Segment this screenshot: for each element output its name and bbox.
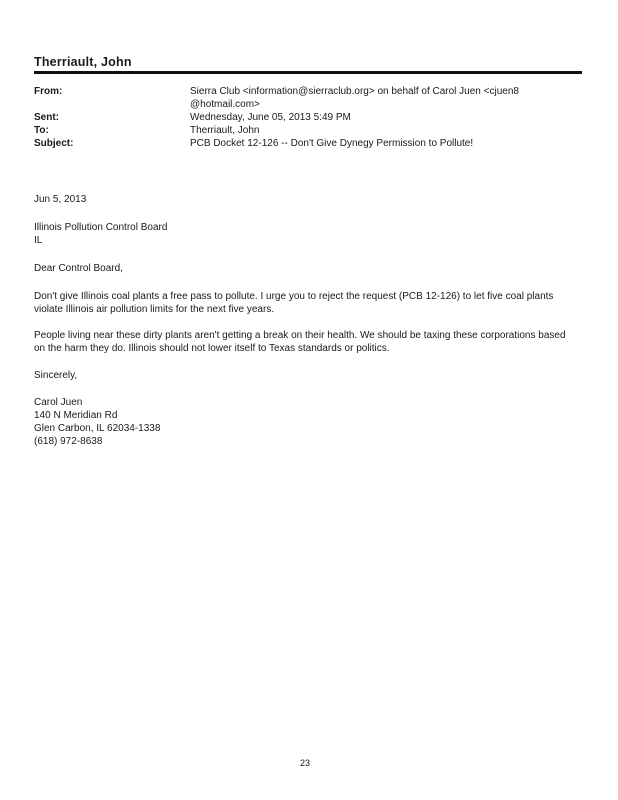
paragraph-1 bbox=[34, 290, 582, 316]
signature-name: Carol Juen bbox=[34, 397, 83, 408]
paragraph-1-line-1: Don't give Illinois coal plants a free pass to pollute. I urge you to reject the request (PCB 12-126) to let five coal plants bbox=[34, 291, 554, 302]
email-headers bbox=[34, 85, 582, 150]
mailbox-owner-name: Therriault, John bbox=[34, 55, 132, 69]
from-value bbox=[190, 85, 582, 111]
recipient-block bbox=[34, 221, 582, 247]
signature-phone: (618) 972-8638 bbox=[34, 436, 103, 447]
from-value-line2: @hotmail.com> bbox=[190, 99, 260, 110]
sent-value: Wednesday, June 05, 2013 5:49 PM bbox=[190, 112, 351, 123]
recipient-line-1: Illinois Pollution Control Board bbox=[34, 222, 168, 233]
from-value-line1: Sierra Club <information@sierraclub.org> on behalf of Carol Juen <cjuen8 bbox=[190, 86, 519, 97]
salutation: Dear Control Board, bbox=[34, 263, 123, 274]
to-label: To: bbox=[34, 125, 49, 136]
to-value: Therriault, John bbox=[190, 125, 260, 136]
paragraph-2-line-1: People living near these dirty plants aren't getting a break on their health. We should be taxing these corporations based bbox=[34, 330, 566, 341]
subject-value: PCB Docket 12-126 -- Don't Give Dynegy Permission to Pollute! bbox=[190, 138, 474, 149]
paragraph-2-line-2: on the harm they do. Illinois should not lower itself to Texas standards or politics. bbox=[34, 343, 390, 354]
header-row-subject bbox=[34, 137, 582, 150]
paragraph-2 bbox=[34, 329, 582, 355]
signature-city: Glen Carbon, IL 62034-1338 bbox=[34, 423, 161, 434]
header-row-from bbox=[34, 85, 582, 111]
letter-date: Jun 5, 2013 bbox=[34, 194, 87, 205]
sent-label: Sent: bbox=[34, 112, 59, 123]
subject-label: Subject: bbox=[34, 138, 74, 149]
header-row-to bbox=[34, 124, 582, 137]
header-rule bbox=[34, 71, 582, 74]
signature-block bbox=[34, 396, 582, 448]
header-row-sent bbox=[34, 111, 582, 124]
signature-street: 140 N Meridian Rd bbox=[34, 410, 118, 421]
recipient-line-2: IL bbox=[34, 235, 43, 246]
from-label: From: bbox=[34, 86, 63, 97]
paragraph-1-line-2: violate Illinois air pollution limits for the next five years. bbox=[34, 304, 275, 315]
closing: Sincerely, bbox=[34, 370, 78, 381]
page-number: 23 bbox=[300, 758, 311, 768]
